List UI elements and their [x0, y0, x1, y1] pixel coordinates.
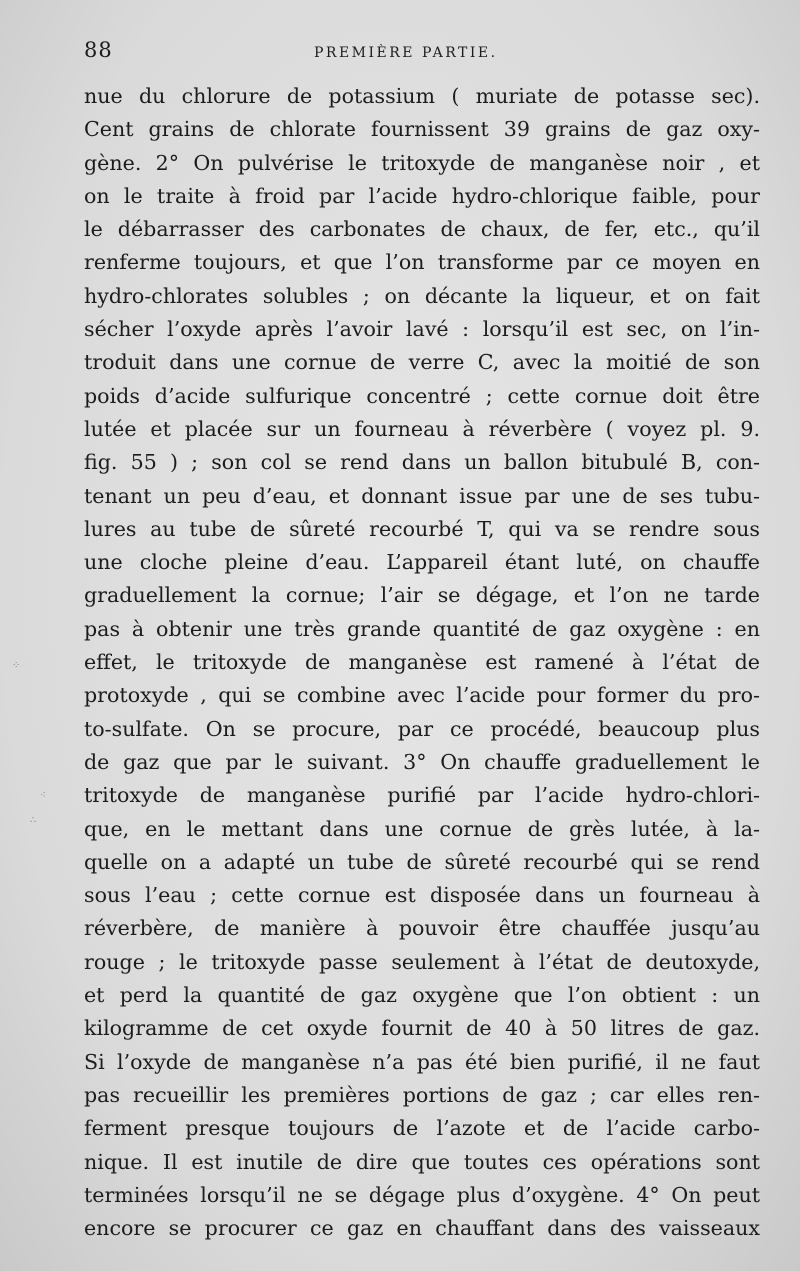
page-header	[84, 38, 760, 68]
running-head: PREMIÈRE PARTIE.	[314, 45, 498, 61]
text-line: hydro-chlorates solubles ; on décante la liqueur, et on fait	[84, 283, 760, 308]
text-line: tenant un peu d’eau, et donnant issue par une de ses tubu-	[84, 483, 760, 508]
text-line: renferme toujours, et que l’on transforme par ce moyen en	[84, 250, 760, 275]
paper-speck: ⁘	[12, 660, 21, 671]
text-line: graduellement la cornue; l’air se dégage, et l’on ne tarde	[84, 583, 760, 608]
text-line: effet, le tritoxyde de manganèse est ramené à l’état de	[84, 650, 760, 675]
text-line: troduit dans une cornue de verre C, avec la moitié de son	[84, 350, 760, 375]
text-line: lutée et placée sur un fourneau à réverbère ( voyez pl. 9.	[84, 416, 760, 441]
text-line: fig. 55 ) ; son col se rend dans un ballon bitubulé B, con-	[84, 450, 760, 475]
text-line: réverbère, de manière à pouvoir être chauffée jusqu’au	[84, 916, 760, 941]
text-line: pas à obtenir une très grande quantité de gaz oxygène : en	[84, 616, 760, 641]
text-line: kilogramme de cet oxyde fournit de 40 à 50 litres de gaz.	[84, 1016, 760, 1041]
text-line: Si l’oxyde de manganèse n’a pas été bien purifié, il ne faut	[84, 1049, 760, 1074]
text-line: ferment presque toujours de l’azote et de l’acide carbo-	[84, 1116, 760, 1141]
text-line: le débarrasser des carbonates de chaux, de fer, etc., qu’il	[84, 217, 760, 242]
text-line: quelle on a adapté un tube de sûreté recourbé qui se rend	[84, 849, 760, 874]
text-line: de gaz que par le suivant. 3° On chauffe graduellement le	[84, 749, 760, 774]
text-line: on le traite à froid par l’acide hydro-chlorique faible, pour	[84, 183, 760, 208]
text-line: et perd la quantité de gaz oxygène que l’on obtient : un	[84, 983, 760, 1008]
text-line: tritoxyde de manganèse purifié par l’acide hydro-chlori-	[84, 783, 760, 808]
text-line: protoxyde , qui se combine avec l’acide pour former du pro-	[84, 683, 760, 708]
text-line: terminées lorsqu’il ne se dégage plus d’oxygène. 4° On peut	[84, 1182, 760, 1207]
text-line: gène. 2° On pulvérise le tritoxyde de manganèse noir , et	[84, 150, 760, 175]
text-line: une cloche pleine d’eau. L’appareil étant luté, on chauffe	[84, 550, 760, 575]
text-line: sécher l’oxyde après l’avoir lavé : lorsqu’il est sec, on l’in-	[84, 317, 760, 342]
paper-speck: ∴	[30, 815, 37, 826]
page-number: 88	[84, 38, 113, 62]
text-line: que, en le mettant dans une cornue de grès lutée, à la-	[84, 816, 760, 841]
body-text	[84, 80, 760, 1245]
text-line: Cent grains de chlorate fournissent 39 grains de gaz oxy-	[84, 117, 760, 142]
text-line: to-sulfate. On se procure, par ce procédé, beaucoup plus	[84, 716, 760, 741]
text-line: nique. Il est inutile de dire que toutes ces opérations sont	[84, 1149, 760, 1174]
paper-speck: ⁖	[40, 790, 46, 801]
text-line: rouge ; le tritoxyde passe seulement à l’état de deutoxyde,	[84, 949, 760, 974]
text-line: sous l’eau ; cette cornue est disposée dans un fourneau à	[84, 883, 760, 908]
text-line: encore se procurer ce gaz en chauffant dans des vaisseaux	[84, 1216, 760, 1241]
text-line: nue du chlorure de potassium ( muriate de potasse sec).	[84, 84, 760, 108]
text-line: pas recueillir les premières portions de gaz ; car elles ren-	[84, 1082, 760, 1107]
text-line: lures au tube de sûreté recourbé T, qui va se rendre sous	[84, 516, 760, 541]
text-line: poids d’acide sulfurique concentré ; cette cornue doit être	[84, 383, 760, 408]
